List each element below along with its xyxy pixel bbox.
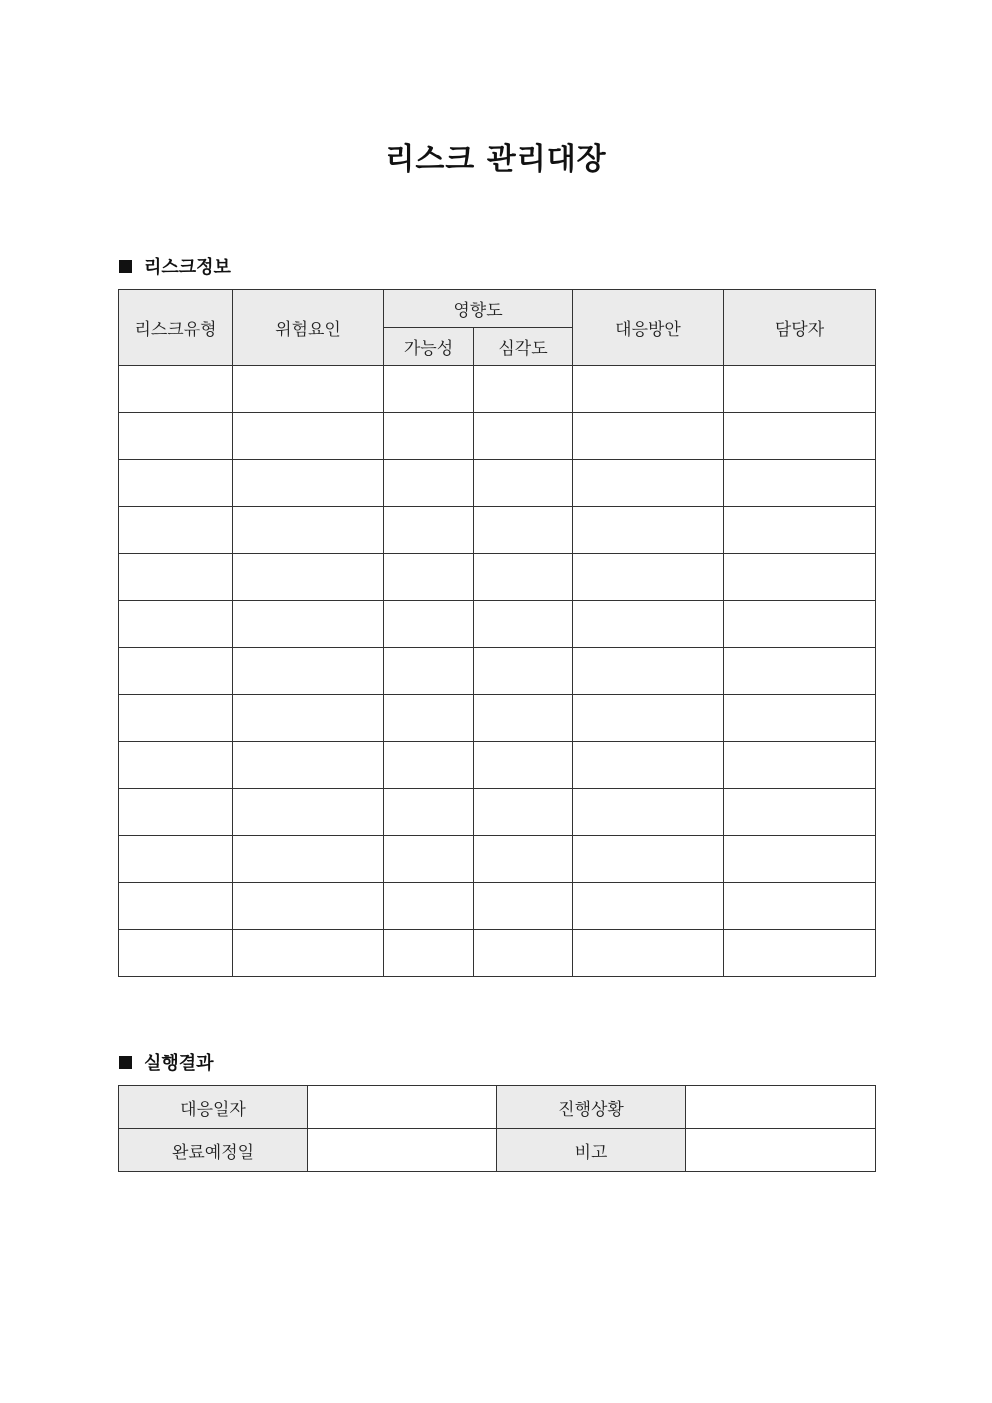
cell-response-plan[interactable] <box>573 930 724 977</box>
cell-likelihood[interactable] <box>384 460 474 507</box>
cell-likelihood[interactable] <box>384 366 474 413</box>
cell-risk-factor[interactable] <box>233 554 384 601</box>
table-row <box>119 601 876 648</box>
label-completion-date: 완료예정일 <box>119 1129 308 1172</box>
table-row <box>119 742 876 789</box>
cell-likelihood[interactable] <box>384 883 474 930</box>
cell-response-plan[interactable] <box>573 507 724 554</box>
cell-risk-factor[interactable] <box>233 695 384 742</box>
table-row <box>119 507 876 554</box>
cell-risk-factor[interactable] <box>233 742 384 789</box>
cell-progress-status[interactable] <box>686 1086 876 1129</box>
cell-severity[interactable] <box>474 883 573 930</box>
cell-owner[interactable] <box>724 554 876 601</box>
cell-owner[interactable] <box>724 789 876 836</box>
header-likelihood: 가능성 <box>384 328 474 366</box>
cell-risk-type[interactable] <box>119 554 233 601</box>
table-row <box>119 366 876 413</box>
risk-info-table <box>118 289 876 977</box>
cell-risk-type[interactable] <box>119 648 233 695</box>
cell-response-plan[interactable] <box>573 883 724 930</box>
square-bullet-icon <box>119 1056 132 1069</box>
cell-likelihood[interactable] <box>384 507 474 554</box>
cell-risk-type[interactable] <box>119 836 233 883</box>
result-heading <box>119 1049 214 1075</box>
cell-response-plan[interactable] <box>573 413 724 460</box>
cell-severity[interactable] <box>474 695 573 742</box>
result-heading-label: 실행결과 <box>144 1053 214 1074</box>
cell-risk-type[interactable] <box>119 883 233 930</box>
cell-risk-factor[interactable] <box>233 507 384 554</box>
cell-risk-factor[interactable] <box>233 601 384 648</box>
cell-severity[interactable] <box>474 507 573 554</box>
header-impact: 영향도 <box>384 290 573 328</box>
table-row <box>119 695 876 742</box>
cell-owner[interactable] <box>724 648 876 695</box>
header-risk-factor: 위험요인 <box>233 290 384 366</box>
header-risk-type: 리스크유형 <box>119 290 233 366</box>
cell-risk-factor[interactable] <box>233 930 384 977</box>
cell-severity[interactable] <box>474 789 573 836</box>
cell-owner[interactable] <box>724 460 876 507</box>
square-bullet-icon <box>119 260 132 273</box>
cell-risk-factor[interactable] <box>233 648 384 695</box>
risk-info-heading <box>119 253 231 279</box>
cell-risk-type[interactable] <box>119 366 233 413</box>
cell-likelihood[interactable] <box>384 789 474 836</box>
header-response-plan: 대응방안 <box>573 290 724 366</box>
cell-risk-type[interactable] <box>119 413 233 460</box>
cell-severity[interactable] <box>474 413 573 460</box>
cell-severity[interactable] <box>474 601 573 648</box>
cell-severity[interactable] <box>474 930 573 977</box>
table-row <box>119 883 876 930</box>
cell-response-plan[interactable] <box>573 836 724 883</box>
cell-response-plan[interactable] <box>573 460 724 507</box>
table-row <box>119 460 876 507</box>
table-row <box>119 930 876 977</box>
table-row <box>119 554 876 601</box>
cell-risk-factor[interactable] <box>233 883 384 930</box>
cell-severity[interactable] <box>474 366 573 413</box>
cell-likelihood[interactable] <box>384 554 474 601</box>
risk-info-heading-label: 리스크정보 <box>144 257 231 278</box>
cell-risk-factor[interactable] <box>233 789 384 836</box>
table-row <box>119 413 876 460</box>
cell-risk-type[interactable] <box>119 507 233 554</box>
cell-risk-type[interactable] <box>119 742 233 789</box>
table-row <box>119 648 876 695</box>
label-response-date: 대응일자 <box>119 1086 308 1129</box>
header-owner: 담당자 <box>724 290 876 366</box>
table-row <box>119 789 876 836</box>
cell-response-plan[interactable] <box>573 789 724 836</box>
cell-risk-type[interactable] <box>119 789 233 836</box>
cell-owner[interactable] <box>724 836 876 883</box>
cell-severity[interactable] <box>474 742 573 789</box>
cell-likelihood[interactable] <box>384 413 474 460</box>
cell-severity[interactable] <box>474 460 573 507</box>
table-row <box>119 1129 876 1172</box>
cell-likelihood[interactable] <box>384 930 474 977</box>
cell-response-plan[interactable] <box>573 742 724 789</box>
cell-risk-type[interactable] <box>119 601 233 648</box>
cell-owner[interactable] <box>724 601 876 648</box>
cell-risk-factor[interactable] <box>233 836 384 883</box>
cell-likelihood[interactable] <box>384 648 474 695</box>
cell-likelihood[interactable] <box>384 695 474 742</box>
result-table <box>118 1085 876 1172</box>
cell-owner[interactable] <box>724 366 876 413</box>
cell-risk-factor[interactable] <box>233 366 384 413</box>
label-remarks: 비고 <box>497 1129 686 1172</box>
cell-severity[interactable] <box>474 836 573 883</box>
cell-owner[interactable] <box>724 695 876 742</box>
cell-likelihood[interactable] <box>384 601 474 648</box>
cell-response-plan[interactable] <box>573 695 724 742</box>
cell-response-date[interactable] <box>308 1086 497 1129</box>
cell-risk-factor[interactable] <box>233 413 384 460</box>
cell-owner[interactable] <box>724 883 876 930</box>
header-severity: 심각도 <box>474 328 573 366</box>
cell-owner[interactable] <box>724 507 876 554</box>
cell-owner[interactable] <box>724 930 876 977</box>
cell-response-plan[interactable] <box>573 554 724 601</box>
cell-response-plan[interactable] <box>573 648 724 695</box>
page-title: 리스크 관리대장 <box>385 142 607 177</box>
cell-completion-date[interactable] <box>308 1129 497 1172</box>
cell-owner[interactable] <box>724 413 876 460</box>
cell-likelihood[interactable] <box>384 836 474 883</box>
cell-risk-type[interactable] <box>119 695 233 742</box>
risk-table-body <box>119 366 876 977</box>
cell-response-plan[interactable] <box>573 366 724 413</box>
cell-risk-type[interactable] <box>119 460 233 507</box>
cell-severity[interactable] <box>474 554 573 601</box>
cell-owner[interactable] <box>724 742 876 789</box>
label-progress-status: 진행상황 <box>497 1086 686 1129</box>
table-row <box>119 836 876 883</box>
cell-remarks[interactable] <box>686 1129 876 1172</box>
cell-response-plan[interactable] <box>573 601 724 648</box>
cell-risk-factor[interactable] <box>233 460 384 507</box>
table-row <box>119 1086 876 1129</box>
cell-risk-type[interactable] <box>119 930 233 977</box>
cell-severity[interactable] <box>474 648 573 695</box>
cell-likelihood[interactable] <box>384 742 474 789</box>
